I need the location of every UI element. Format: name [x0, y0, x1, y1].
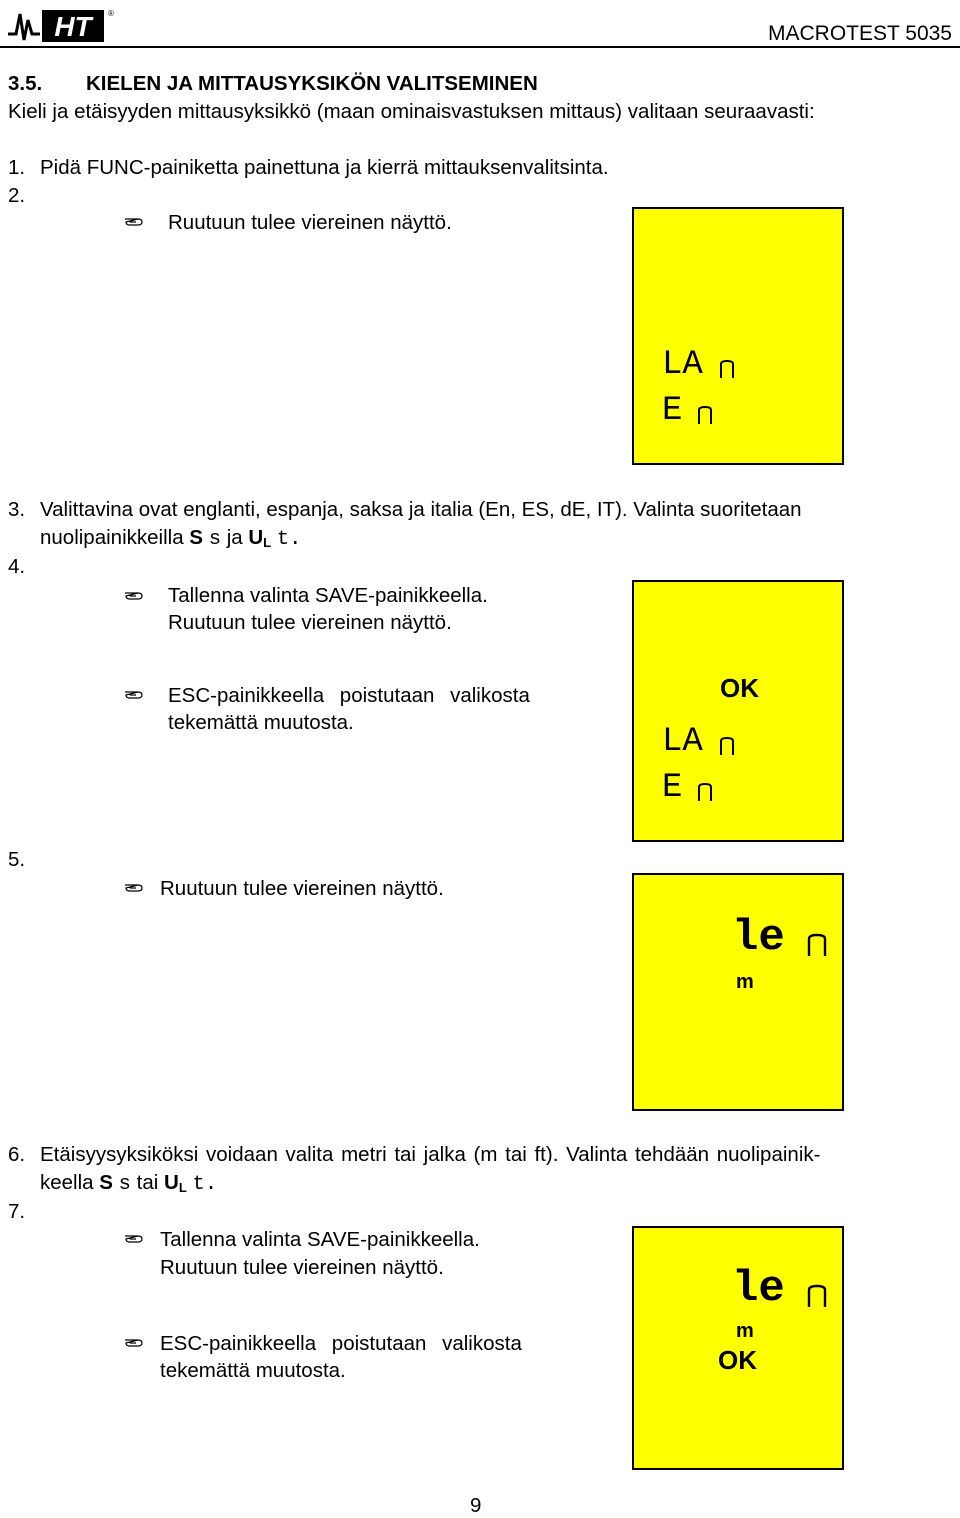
lcd-n-segment [718, 359, 736, 379]
step-6-line1: Etäisyysyksiköksi voidaan valita metri tai jalka (m tai ft). Valinta tehdään nuolipainik- [40, 1143, 821, 1166]
lcd-length-text: le [732, 1264, 785, 1314]
lcd-n-segment [696, 405, 714, 425]
lcd-line-1: LA [662, 723, 703, 761]
step-5-number: 5. [8, 848, 26, 871]
step-4-note1b: Ruutuun tulee viereinen näyttö. [168, 611, 452, 634]
pointing-hand-icon [124, 1230, 148, 1246]
step-4-note2b: tekemättä muutosta. [168, 711, 354, 734]
lcd-ok: OK [718, 1345, 757, 1375]
pointing-hand-icon [124, 686, 148, 702]
product-name: MACROTEST 5035 [767, 22, 952, 45]
pointing-hand-icon [124, 879, 148, 895]
pointing-hand-icon [124, 1334, 148, 1350]
step-4-number: 4. [8, 555, 26, 578]
lcd-display-length [632, 873, 844, 1111]
step-2-note: Ruutuun tulee viereinen näyttö. [168, 211, 452, 234]
page-number: 9 [470, 1494, 482, 1517]
lcd-n-segment [806, 1284, 828, 1308]
step-3-number: 3. [8, 498, 26, 521]
section-number: 3.5. [8, 72, 43, 95]
step-6-line2: keella S s tai $U_L$ t. [40, 1171, 218, 1196]
step-3-line2: nuolipainikkeilla S s ja $U_L$ t. [40, 526, 302, 551]
step-7-note2b: tekemättä muutosta. [160, 1359, 346, 1382]
lcd-display-length-ok [632, 1226, 844, 1470]
brand-text: HT [54, 11, 92, 42]
step-7-number: 7. [8, 1200, 26, 1223]
step-4-note1a: Tallenna valinta SAVE-painikkeella. [168, 584, 488, 607]
lcd-n-segment [718, 736, 736, 756]
section-title: KIELEN JA MITTAUSYKSIKÖN VALITSEMINEN [86, 72, 538, 95]
step-4-note2a: ESC-painikkeella poistutaan valikosta [168, 684, 530, 707]
lcd-unit: m [736, 1320, 754, 1342]
lcd-unit: m [736, 971, 754, 993]
step-6-number: 6. [8, 1143, 26, 1166]
ht-logo [6, 4, 112, 44]
lcd-display-language [632, 207, 844, 465]
lcd-n-segment [806, 933, 828, 957]
pointing-hand-icon [124, 587, 148, 603]
step-5-note: Ruutuun tulee viereinen näyttö. [160, 877, 444, 900]
lcd-length-text: le [732, 913, 785, 963]
lcd-n-segment [696, 782, 714, 802]
lcd-ok: OK [720, 673, 759, 703]
registered-mark: ® [108, 9, 114, 18]
lcd-display-language-ok [632, 580, 844, 842]
lcd-line-1: LA [662, 346, 703, 384]
step-7-note1a: Tallenna valinta SAVE-painikkeella. [160, 1228, 480, 1251]
section-intro: Kieli ja etäisyyden mittausyksikkö (maan ominaisvastuksen mittaus) valitaan seuraavasti: [8, 100, 815, 123]
lcd-line-2: E [662, 392, 683, 430]
step-7-note1b: Ruutuun tulee viereinen näyttö. [160, 1256, 444, 1279]
step-1-number: 1. [8, 156, 26, 179]
step-2-number: 2. [8, 184, 26, 207]
step-3-line1: Valittavina ovat englanti, espanja, saksa ja italia (En, ES, dE, IT). Valinta suoritetaan [40, 498, 802, 521]
header-rule [0, 46, 960, 48]
step-7-note2a: ESC-painikkeella poistutaan valikosta [160, 1332, 522, 1355]
step-1-text: Pidä FUNC-painiketta painettuna ja kierrä mittauksenvalitsinta. [40, 156, 609, 179]
lcd-line-2: E [662, 769, 683, 807]
pointing-hand-icon [124, 213, 148, 229]
